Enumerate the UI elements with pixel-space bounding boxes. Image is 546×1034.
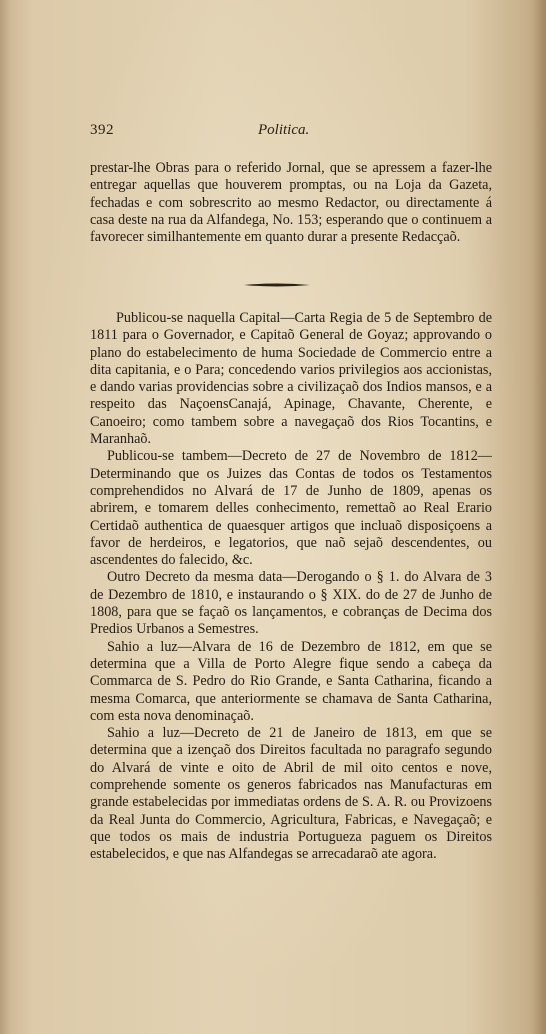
page-header xyxy=(90,122,492,142)
news-section xyxy=(90,310,492,864)
paragraph-decreto-janeiro: Sahio a luz—Decreto de 21 de Janeiro de 1813, em que se determina que a izençaõ dos Direitos facultada no paragrafo segundo do Alvará de vinte e oito de Abril de mil oito centos e nove, comprehende somente os generos fabricados nas Manufacturas em grande estabelecidas por immediatas ordens de S. A. R. ou Provizoens da Real Junta do Commercio, Agricultura, Fabricas, e Navegaçaõ; e que todos os mais de industria Portugueza paguem os Direitos estabelecidos, e que nas Alfandegas se arrecadaraõ ate agora. xyxy=(90,725,492,863)
running-head: Politica. xyxy=(258,122,310,138)
notice-paragraph: prestar-lhe Obras para o referido Jornal, que se apressem a fazer-lhe entregar aquellas que houverem promptas, ou na Loja da Gazeta, fechadas e com sobrescrito ao mesmo Redactor, ou directamente á casa deste na rua da Alfandega, No. 153; esperando que o continuem a favorecer similhantemente em quanto durar a presente Redacçaõ. xyxy=(90,160,492,246)
page-shadow-left xyxy=(0,0,10,1034)
paragraph-carta-regia: Publicou-se naquella Capital—Carta Regia de 5 de Septembro de 1811 para o Governador, e Capitaõ General de Goyaz; approvando o plano do estabelecimento de huma Sociedade de Commercio entre a dita capitania, e o Para; concedendo varios privilegios aos accionistas, e dando varias providencias sobre a civilizaçaõ dos Indios mansos, e a respeito das NaçoensCanajá, Apinage, Chavante, Cherente, e Canoeiro; como tambem sobre a navegaçaõ dos Rios Tocantins, e Maranhaõ. xyxy=(90,310,492,448)
paragraph-decreto-novembro: Publicou-se tambem—Decreto de 27 de Novembro de 1812—Determinando que os Juizes das Contas de todos os Testamentos comprehendidos no Alvará de 17 de Junho de 1809, apenas os abrirem, e tomarem delles conhecimento, remettaõ ao Real Erario Certidaõ authentica de quaesquer artigos que incluaõ disposiçoens a favor de herdeiros, e legatorios, que naõ sejaõ descendentes, ou ascendentes do falecido, &c. xyxy=(90,448,492,569)
paragraph-alvara-dezembro: Sahio a luz—Alvara de 16 de Dezembro de 1812, em que se determina que a Villa de Porto Alegre fique sendo a cabeça da Commarca de S. Pedro do Rio Grande, e Santa Catharina, ficando a mesma Comarca, que anteriormente se chamava de Santa Catharina, com esta nova denominaçaõ. xyxy=(90,638,492,724)
notice-block xyxy=(90,160,492,246)
page-shadow-right xyxy=(532,0,546,1034)
paragraph-outro-decreto: Outro Decreto da mesma data—Derogando o § 1. do Alvara de 3 de Dezembro de 1810, e instaurando o § XIX. do de 27 de Junho de 1808, para que se façaõ os lançamentos, e cobranças de Decima dos Predios Urbanos a Semestres. xyxy=(90,569,492,638)
section-divider xyxy=(244,283,310,287)
page-number: 392 xyxy=(90,122,114,138)
